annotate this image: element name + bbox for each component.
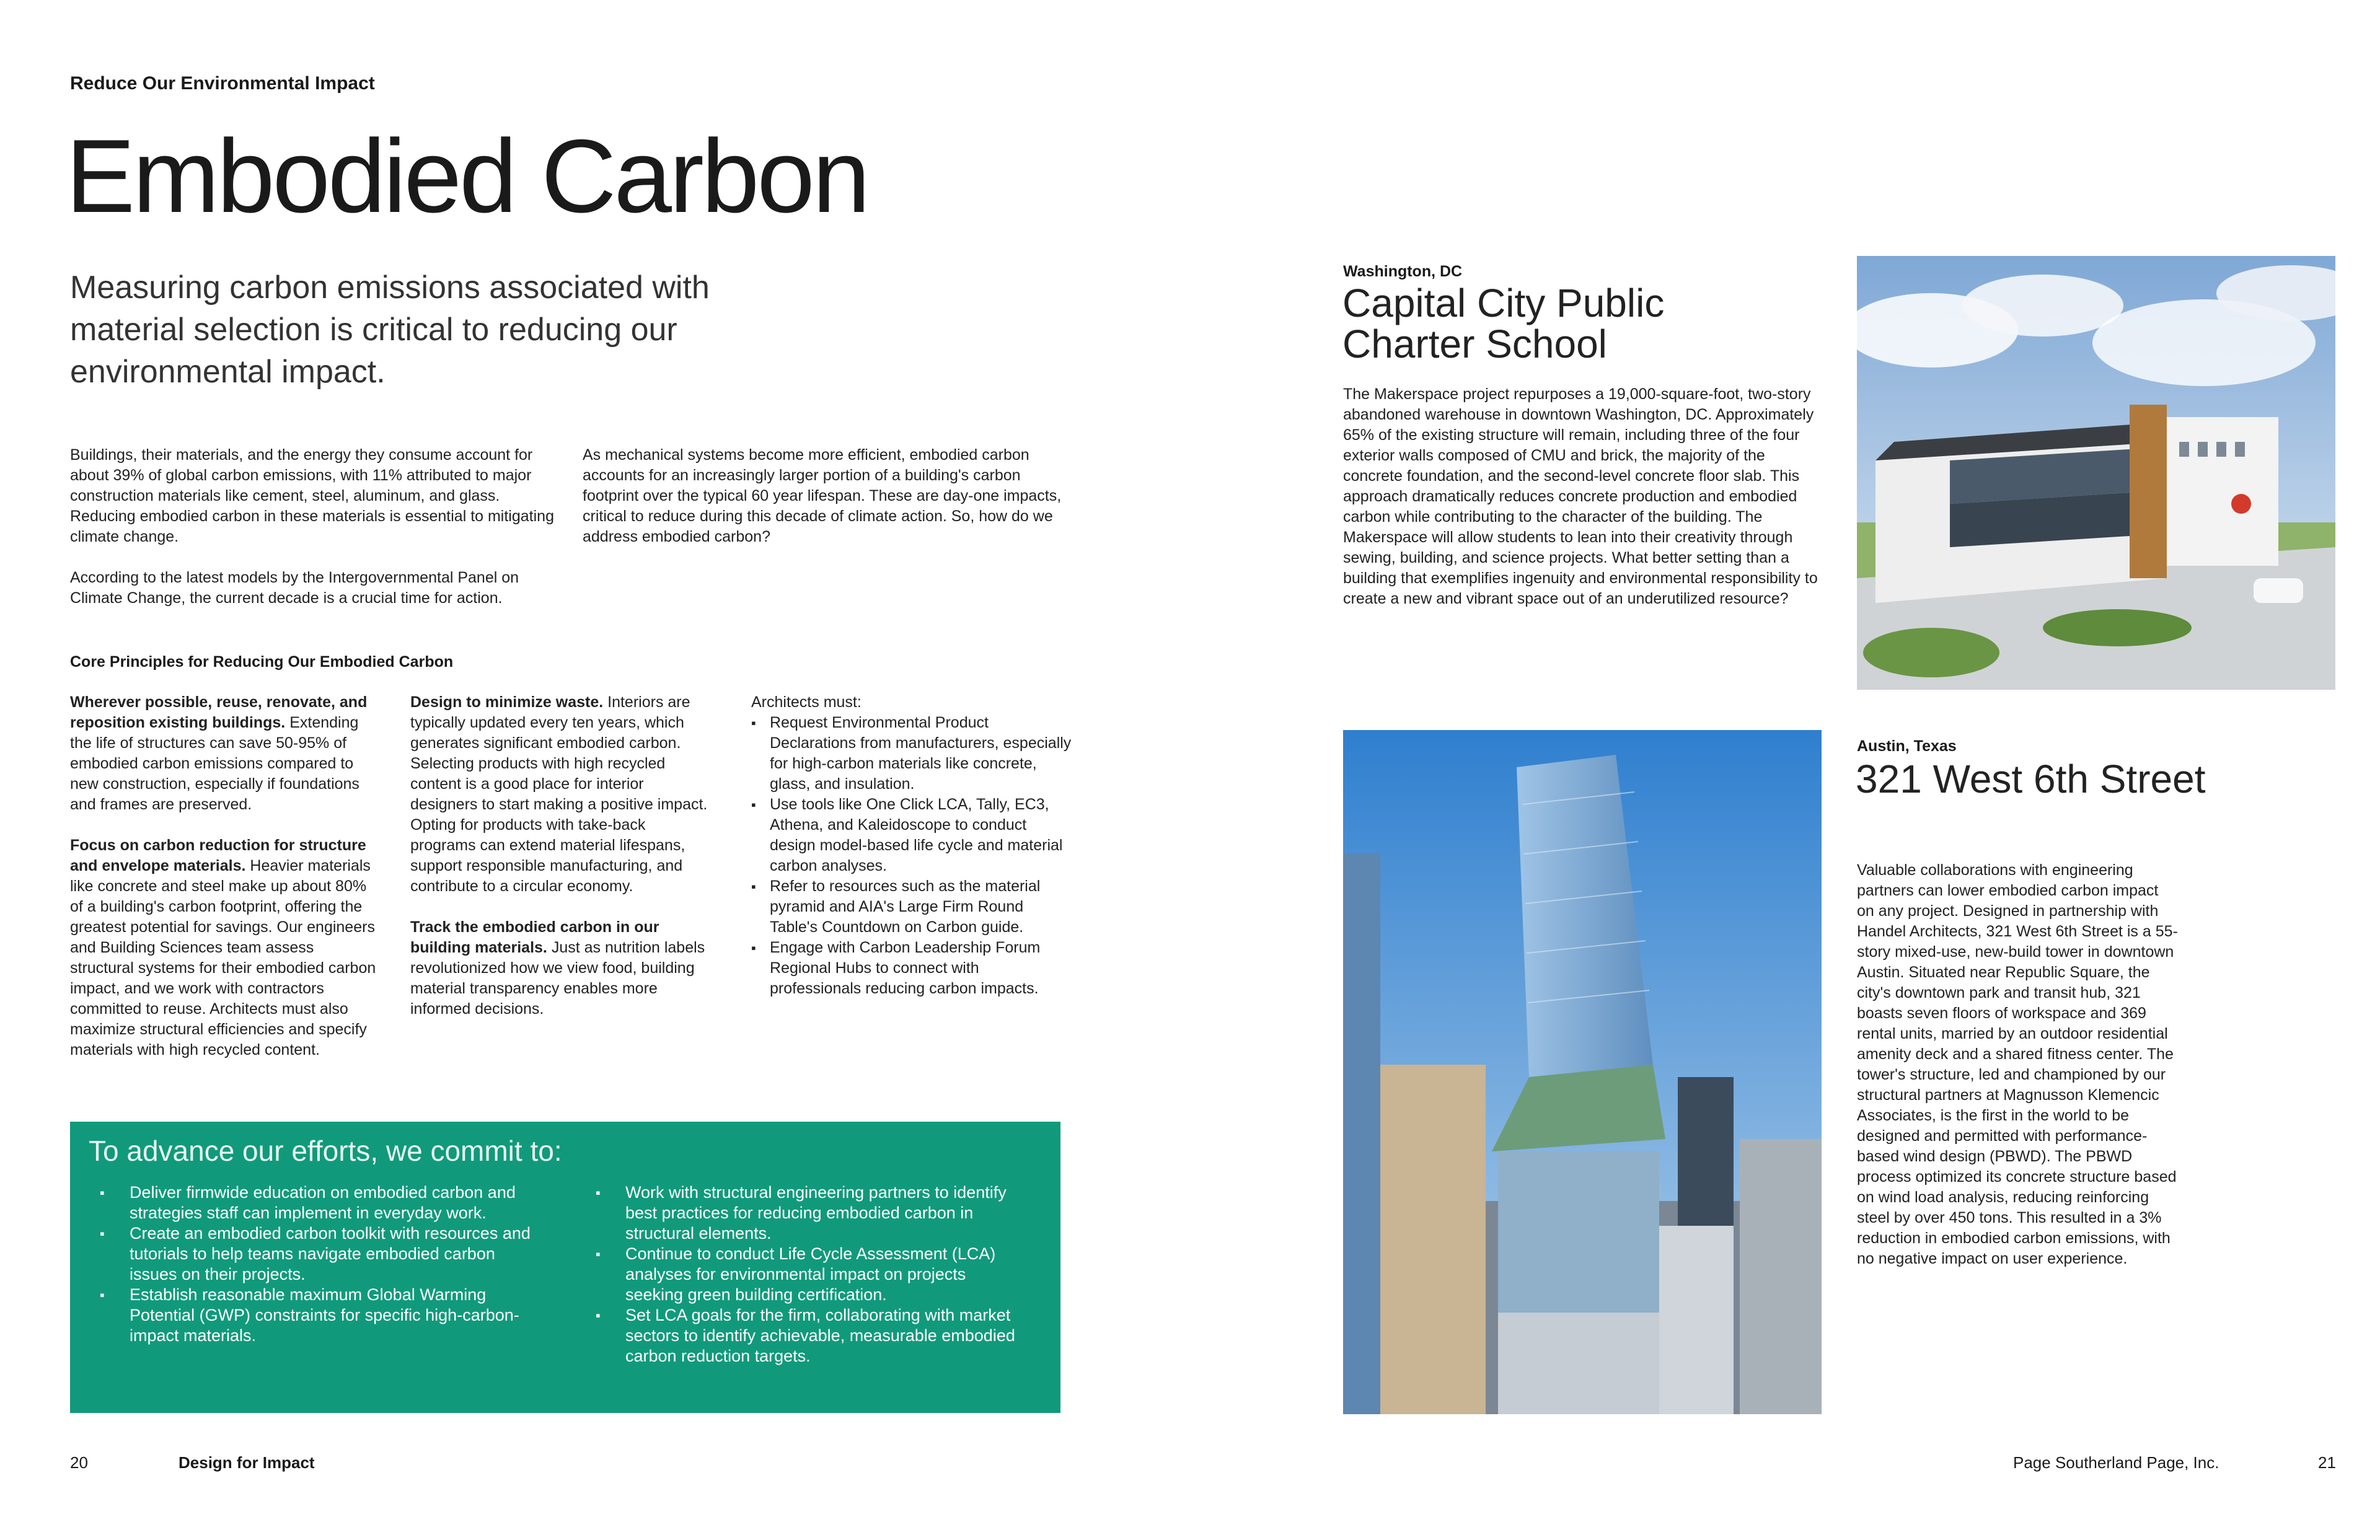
list-item: ▪ Continue to conduct Life Cycle Assessment (LCA) analyses for environmental impact on projects seeking green building certification. (591, 1244, 1025, 1305)
principle-lead: Wherever possible, reuse, renovate, and reposition existing buildings. (70, 693, 368, 731)
principle-text: Extending the life of structures can save 50-95% of embodied carbon emissions compared to new construction, especially if foundations and frames are preserved. (70, 714, 359, 813)
principle-lead: Design to minimize waste. (410, 693, 604, 711)
page-number-left: 20 (70, 1453, 88, 1472)
school-rendering-image (1857, 256, 2335, 690)
principle-paragraph (410, 692, 708, 897)
section-label: Reduce Our Environmental Impact (70, 73, 375, 94)
principle-text: Just as nutrition labels revolutionized how we view food, building material transparency enables more informed decisions. (410, 939, 705, 1018)
principle-paragraph (70, 692, 380, 815)
list-item: ▪ Deliver firmwide education on embodied carbon and strategies staff can implement in everyday work. (95, 1182, 541, 1223)
principle-lead: Track the embodied carbon in our building materials. (410, 918, 659, 956)
commitment-list (95, 1182, 541, 1346)
commitment-title: To advance our efforts, we commit to: (89, 1135, 562, 1167)
project-description: Valuable collaborations with engineering partners can lower embodied carbon impact on any project. Designed in partnership with Handel Architects, 321 West 6th Street is a 55-story mixed-use, new-build tower in downtown Austin. Situated near Republic Square, the city's downtown park and transit hub, 321 boasts seven floors of workspace and 369 rental units, married by an outdoor residential amenity deck and a shared fitness center. The tower's structure, led and championed by our structural partners at Magnusson Klemencic Associates, is the first in the world to be designed and permitted with performance-based wind design (PBWD). The PBWD process optimized its concrete structure based on wind load analysis, reducing reinforcing steel by over 450 tons. This resulted in a 3% reduction in embodied carbon emissions, with no negative impact on user experience. (1857, 861, 2178, 1267)
intro-paragraph: As mechanical systems become more efficient, embodied carbon accounts for an increasingly larger portion of a building's carbon footprint over the typical 60 year lifespan. These are day-one impacts, critical to reduce during this decade of climate action. So, how do we address embodied carbon? (583, 446, 1062, 545)
project-description: The Makerspace project repurposes a 19,000-square-foot, two-story abandoned warehouse in downtown Washington, DC. Approximately 65% of the existing structure will remain, including three of the four exterior walls composed of CMU and brick, the majority of the concrete foundation, and the second-level concrete floor slab. This approach dramatically reduces concrete production and embodied carbon while contributing to the character of the building. The Makerspace will allow students to lean into their creativity through sewing, building, and science projects. What better setting than a building that exemplifies ingenuity and environmental responsibility to create a new and vibrant space out of an underutilized resource? (1343, 385, 1818, 607)
lead-paragraph: Measuring carbon emissions associated with material selection is critical to reducing our environmental impact. (70, 270, 710, 390)
page-title: Embodied Carbon (66, 118, 868, 234)
project-location: Austin, Texas (1857, 737, 1957, 755)
list-item: ▪ Refer to resources such as the material pyramid and AIA's Large Firm Round Table's Countdown on Carbon guide. (751, 876, 1073, 938)
page-number-right: 21 (2318, 1453, 2336, 1472)
principle-lead: Focus on carbon reduction for structure and envelope materials. (70, 837, 366, 874)
commitment-box (70, 1122, 1060, 1413)
list-item: ▪ Work with structural engineering partners to identify best practices for reducing embodied carbon in structural elements. (591, 1182, 1025, 1244)
list-item: ▪ Set LCA goals for the firm, collaborating with market sectors to identify achievable, measurable embodied carbon reduction targets. (591, 1305, 1025, 1366)
project-title: Capital City Public Charter School (1342, 281, 1665, 366)
principle-paragraph (410, 917, 708, 1019)
commitment-column-2 (591, 1182, 1025, 1366)
intro-column-1 (70, 445, 560, 629)
core-column-1 (70, 692, 380, 1081)
principle-paragraph (70, 835, 380, 1060)
list-item: ▪ Use tools like One Click LCA, Tally, EC3, Athena, and Kaleidoscope to conduct design model-based life cycle and material carbon analyses. (751, 794, 1073, 876)
list-item: ▪ Create an embodied carbon toolkit with resources and tutorials to help teams navigate embodied carbon issues on their projects. (95, 1223, 541, 1285)
intro-column-2 (583, 445, 1066, 568)
intro-paragraph: Buildings, their materials, and the energy they consume account for about 39% of global carbon emissions, with 11% attributed to major construction materials like cement, steel, aluminum, and glass. Reducing embodied carbon in these materials is essential to mitigating climate change. (70, 446, 554, 545)
architects-intro: Architects must: (751, 693, 862, 711)
principle-text: Heavier materials like concrete and steel make up about 80% of a building's carbon footprint, offering the greatest potential for savings. Our engineers and Building Sciences team assess structural systems for their embodied carbon impact, and we work with contractors committed to reuse. Architects must also maximize structural efficiencies and specify materials with high recycled content. (70, 857, 376, 1058)
tower-rendering-image (1343, 730, 1822, 1414)
list-item: ▪ Engage with Carbon Leadership Forum Regional Hubs to connect with professionals reducing carbon impacts. (751, 938, 1073, 999)
core-column-2 (410, 692, 708, 1040)
principle-text: Interiors are typically updated every ten years, which generates significant embodied carbon. Selecting products with high recycled content is a good place for interior designers to start making a positive impact. Opting for products with take-back programs can extend material lifespans, support responsible manufacturing, and contribute to a circular economy. (410, 693, 708, 895)
project-title: 321 West 6th Street (1856, 757, 2206, 801)
commitment-column-1 (95, 1182, 541, 1346)
project-location: Washington, DC (1343, 263, 1463, 280)
commitment-list (591, 1182, 1025, 1366)
list-item: ▪ Establish reasonable maximum Global Warming Potential (GWP) constraints for specific high-carbon-impact materials. (95, 1285, 541, 1346)
architects-list (751, 713, 1073, 999)
intro-paragraph: According to the latest models by the Intergovernmental Panel on Climate Change, the current decade is a crucial time for action. (70, 569, 519, 607)
list-item: ▪ Request Environmental Product Declarations from manufacturers, especially for high-carbon materials like concrete, glass, and insulation. (751, 713, 1073, 794)
core-principles-heading: Core Principles for Reducing Our Embodied Carbon (70, 653, 454, 671)
firm-name: Page Southerland Page, Inc. (2013, 1453, 2219, 1472)
core-column-3 (751, 692, 1073, 999)
publication-name: Design for Impact (178, 1453, 315, 1472)
